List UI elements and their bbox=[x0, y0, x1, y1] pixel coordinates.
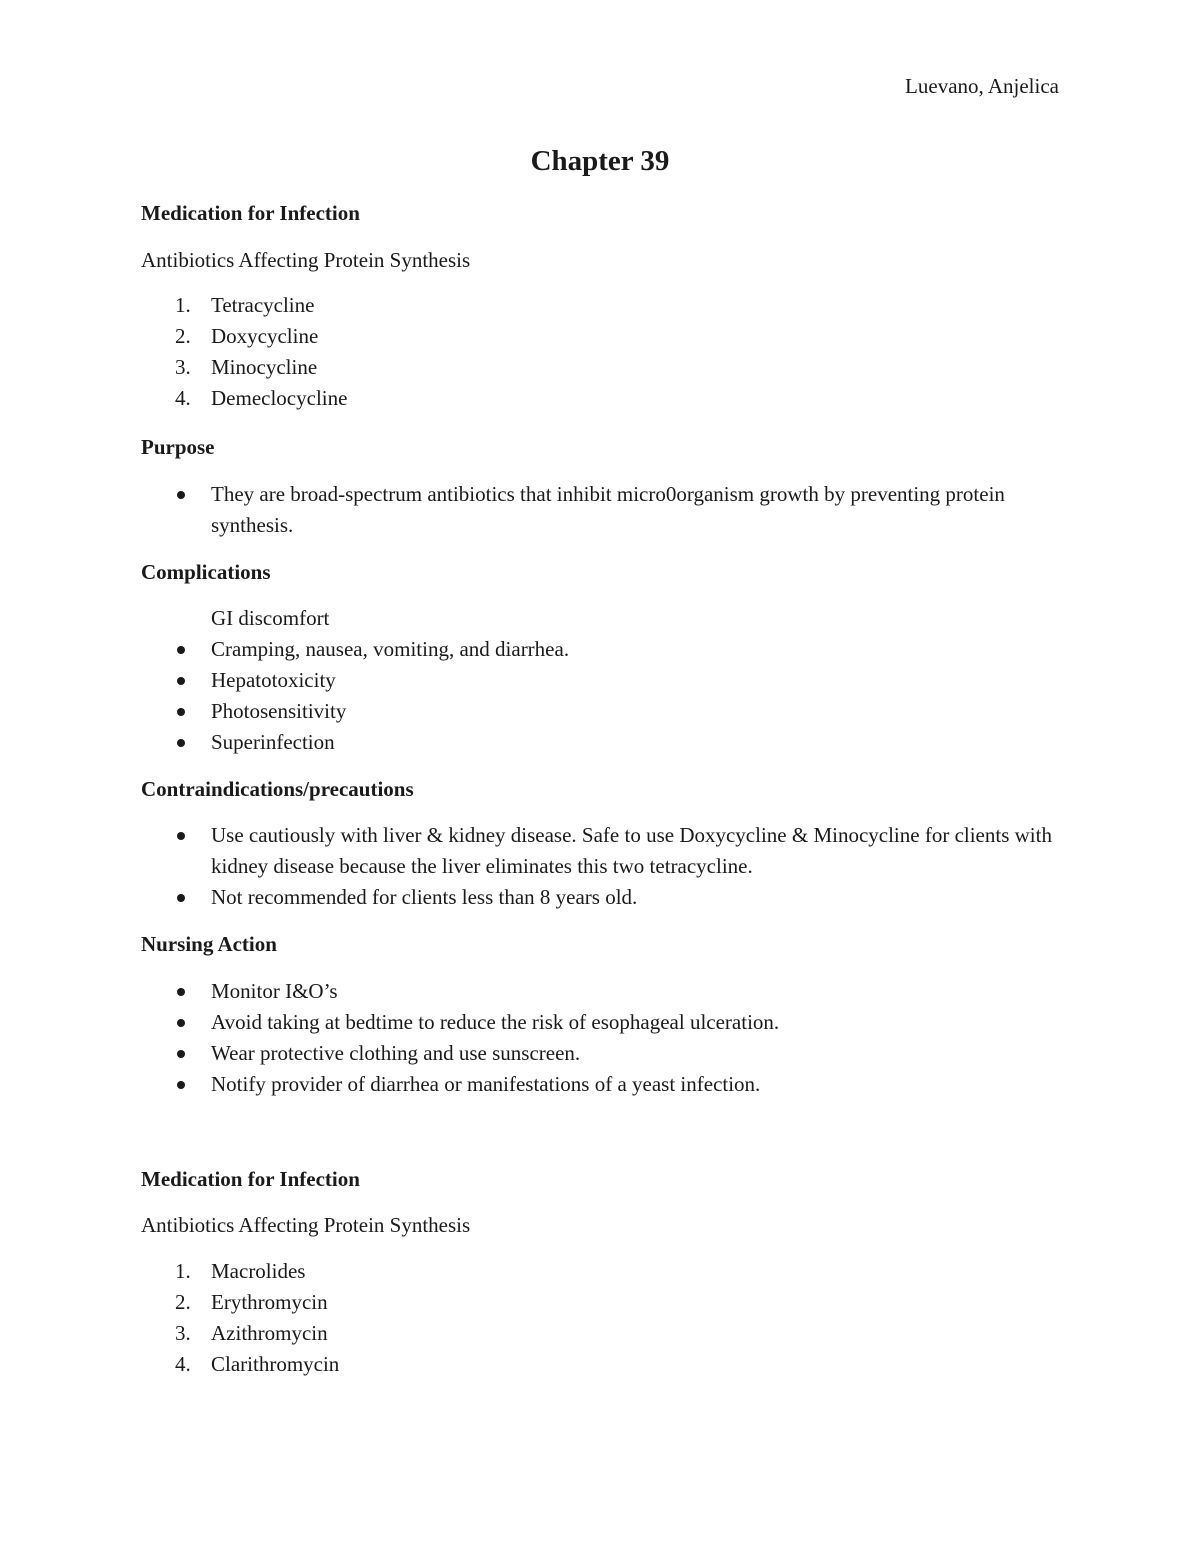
list-item bbox=[141, 1256, 1061, 1287]
nursing-text: Avoid taking at bedtime to reduce the risk of esophageal ulceration. bbox=[211, 1010, 780, 1034]
list-item bbox=[141, 1318, 1061, 1349]
complication-text: Superinfection bbox=[211, 730, 335, 754]
section2-drug-list bbox=[141, 1256, 1061, 1380]
bullet-icon bbox=[177, 988, 185, 996]
drug-name: Minocycline bbox=[211, 355, 318, 379]
list-item bbox=[141, 696, 1061, 727]
bullet-icon bbox=[177, 1050, 185, 1058]
drug-name: Erythromycin bbox=[211, 1290, 328, 1314]
complication-text: Photosensitivity bbox=[211, 699, 347, 723]
bullet-icon bbox=[177, 739, 185, 747]
section1-drug-list bbox=[141, 290, 1061, 414]
list-item bbox=[141, 1069, 1061, 1100]
drug-name: Demeclocycline bbox=[211, 386, 348, 410]
list-item bbox=[141, 383, 1061, 414]
purpose-heading: Purpose bbox=[141, 435, 215, 459]
bullet-icon bbox=[177, 646, 185, 654]
drug-name: Azithromycin bbox=[211, 1321, 328, 1345]
section1-subheading: Antibiotics Affecting Protein Synthesis bbox=[141, 248, 471, 272]
drug-name: Macrolides bbox=[211, 1259, 306, 1283]
chapter-title: Chapter 39 bbox=[530, 145, 670, 177]
contraindication-text: Use cautiously with liver & kidney disease. Safe to use Doxycycline & Minocycline for clients with kidney disease because the liver eliminates this two tetracycline. bbox=[211, 823, 1052, 878]
nursing-list bbox=[141, 976, 1061, 1100]
bullet-icon bbox=[177, 677, 185, 685]
nursing-heading: Nursing Action bbox=[141, 932, 277, 956]
list-number: 1. bbox=[175, 293, 191, 317]
complication-intro: GI discomfort bbox=[211, 606, 330, 630]
list-item bbox=[141, 290, 1061, 321]
list-item bbox=[141, 1038, 1061, 1069]
bullet-icon bbox=[177, 1081, 185, 1089]
list-number: 3. bbox=[175, 1321, 191, 1345]
section2-subheading: Antibiotics Affecting Protein Synthesis bbox=[141, 1213, 471, 1237]
purpose-list bbox=[141, 479, 1061, 541]
list-item bbox=[141, 882, 1061, 913]
list-number: 1. bbox=[175, 1259, 191, 1283]
complication-text: Cramping, nausea, vomiting, and diarrhea. bbox=[211, 637, 570, 661]
contraindications-heading: Contraindications/precautions bbox=[141, 777, 414, 801]
section2-heading: Medication for Infection bbox=[141, 1167, 360, 1191]
list-item bbox=[141, 603, 1061, 634]
drug-name: Doxycycline bbox=[211, 324, 319, 348]
list-number: 2. bbox=[175, 1290, 191, 1314]
list-item bbox=[141, 820, 1061, 882]
list-item bbox=[141, 479, 1061, 541]
nursing-text: Notify provider of diarrhea or manifestations of a yeast infection. bbox=[211, 1072, 761, 1096]
list-item bbox=[141, 1349, 1061, 1380]
bullet-icon bbox=[177, 832, 185, 840]
list-item bbox=[141, 727, 1061, 758]
list-item bbox=[141, 665, 1061, 696]
list-item bbox=[141, 321, 1061, 352]
list-item bbox=[141, 1287, 1061, 1318]
complication-text: Hepatotoxicity bbox=[211, 668, 336, 692]
list-item bbox=[141, 352, 1061, 383]
purpose-text: They are broad-spectrum antibiotics that inhibit micro0organism growth by preventing protein synthesis. bbox=[211, 482, 1005, 537]
list-number: 4. bbox=[175, 386, 191, 410]
list-item bbox=[141, 634, 1061, 665]
contraindications-list bbox=[141, 820, 1061, 913]
nursing-text: Wear protective clothing and use sunscreen. bbox=[211, 1041, 581, 1065]
drug-name: Tetracycline bbox=[211, 293, 315, 317]
complications-list bbox=[141, 603, 1061, 758]
bullet-icon bbox=[177, 491, 185, 499]
list-number: 4. bbox=[175, 1352, 191, 1376]
list-number: 2. bbox=[175, 324, 191, 348]
list-item bbox=[141, 1007, 1061, 1038]
contraindication-text: Not recommended for clients less than 8 years old. bbox=[211, 885, 638, 909]
bullet-icon bbox=[177, 1019, 185, 1027]
author-name: Luevano, Anjelica bbox=[905, 74, 1059, 98]
list-item bbox=[141, 976, 1061, 1007]
section1-heading: Medication for Infection bbox=[141, 201, 360, 225]
bullet-icon bbox=[177, 894, 185, 902]
list-number: 3. bbox=[175, 355, 191, 379]
bullet-icon bbox=[177, 708, 185, 716]
nursing-text: Monitor I&O’s bbox=[211, 979, 338, 1003]
drug-name: Clarithromycin bbox=[211, 1352, 340, 1376]
complications-heading: Complications bbox=[141, 560, 271, 584]
